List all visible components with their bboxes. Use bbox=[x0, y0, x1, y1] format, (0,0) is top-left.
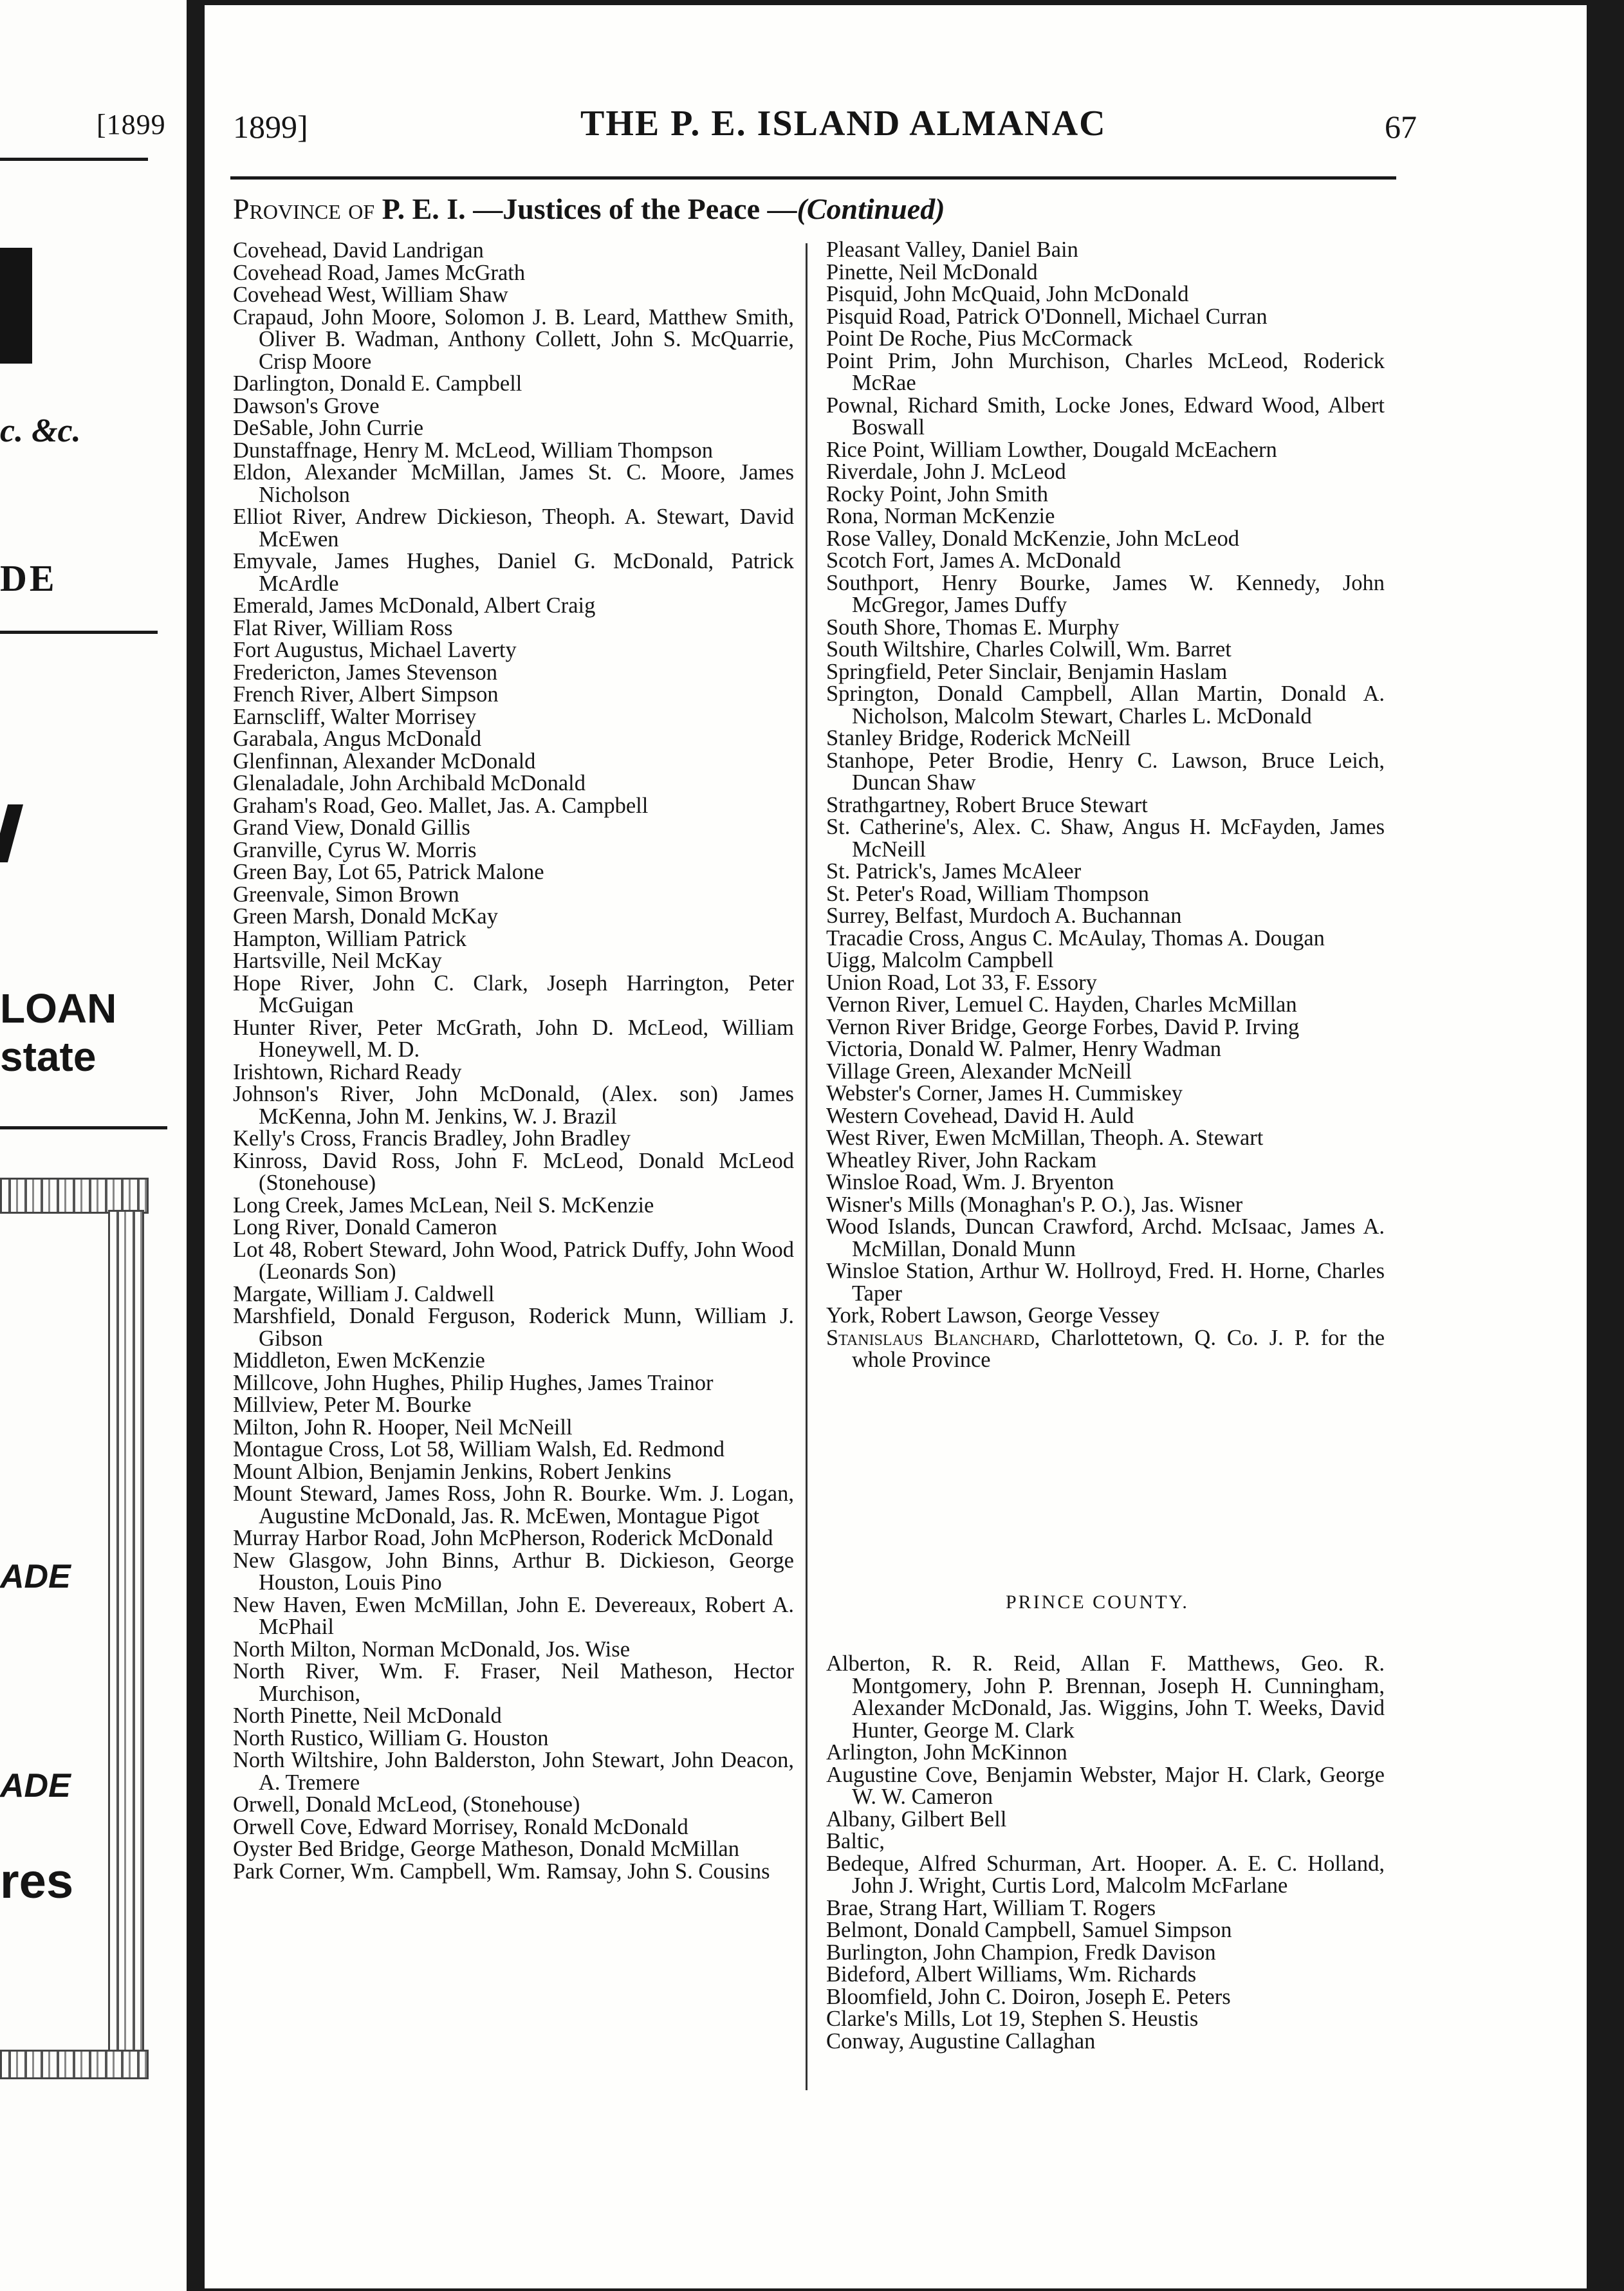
section-title-pei: P. E. I. bbox=[382, 192, 466, 225]
list-item: Orwell Cove, Edward Morrisey, Ronald McDonald bbox=[233, 1814, 688, 1839]
list-item: Graham's Road, Geo. Mallet, Jas. A. Campbell bbox=[233, 793, 649, 818]
list-item: Springton, Donald Campbell, Allan Martin, Donald A. Nicholson, Malcolm Stewart, Charles L. McDonald bbox=[826, 682, 1385, 728]
list-item: Wood Islands, Duncan Crawford, Archd. McIsaac, James A. McMillan, Donald Munn bbox=[826, 1214, 1385, 1261]
running-header bbox=[233, 104, 1417, 153]
list-item: Grand View, Donald Gillis bbox=[233, 815, 470, 840]
list-item: Surrey, Belfast, Murdoch A. Buchannan bbox=[826, 904, 1182, 928]
facing-page-fragment: res bbox=[0, 1854, 74, 1909]
list-item: Rona, Norman McKenzie bbox=[826, 504, 1055, 528]
list-item: Glenaladale, John Archibald McDonald bbox=[233, 771, 586, 795]
list-item: West River, Ewen McMillan, Theoph. A. Stewart bbox=[826, 1126, 1264, 1150]
list-item: Fort Augustus, Michael Laverty bbox=[233, 638, 517, 662]
header-year: 1899] bbox=[233, 109, 308, 145]
list-item: Granville, Cyrus W. Morris bbox=[233, 837, 477, 862]
list-item: DeSable, John Currie bbox=[233, 416, 424, 440]
list-item: Wisner's Mills (Monaghan's P. O.), Jas. Wisner bbox=[826, 1192, 1243, 1217]
list-item: Murray Harbor Road, John McPherson, Roderick McDonald bbox=[233, 1526, 773, 1550]
facing-page-ornament bbox=[0, 804, 23, 862]
list-item: Pinette, Neil McDonald bbox=[826, 259, 1038, 284]
list-item: Baltic, bbox=[826, 1829, 885, 1853]
list-item: Covehead West, William Shaw bbox=[233, 283, 508, 307]
ornamental-border-side bbox=[108, 1210, 144, 2079]
list-item: Marshfield, Donald Ferguson, Roderick Munn, William J. Gibson bbox=[233, 1304, 794, 1351]
list-item: Park Corner, Wm. Campbell, Wm. Ramsay, John S. Cousins bbox=[233, 1859, 770, 1884]
list-item: Emerald, James McDonald, Albert Craig bbox=[233, 593, 596, 618]
list-item: Bloomfield, John C. Doiron, Joseph E. Peters bbox=[826, 1984, 1231, 2009]
list-item: Rice Point, William Lowther, Dougald McEachern bbox=[826, 437, 1277, 462]
list-item: Lot 48, Robert Steward, John Wood, Patrick Duffy, John Wood (Leonards Son) bbox=[233, 1237, 794, 1284]
list-item: Flat River, William Ross bbox=[233, 615, 453, 640]
list-item: Elliot River, Andrew Dickieson, Theoph. A. Stewart, David McEwen bbox=[233, 505, 794, 552]
header-rule bbox=[230, 176, 1396, 180]
list-item: Milton, John R. Hooper, Neil McNeill bbox=[233, 1414, 573, 1440]
list-item: North Rustico, William G. Houston bbox=[233, 1725, 549, 1750]
list-item: Rose Valley, Donald McKenzie, John McLeod bbox=[826, 526, 1239, 551]
list-item: Union Road, Lot 33, F. Essory bbox=[826, 970, 1097, 995]
list-item: New Glasgow, John Binns, Arthur B. Dickieson, George Houston, Louis Pino bbox=[233, 1548, 794, 1595]
facing-page-rule bbox=[0, 1126, 167, 1129]
list-item: Glenfinnan, Alexander McDonald bbox=[233, 748, 536, 774]
list-item: Uigg, Malcolm Campbell bbox=[826, 948, 1054, 972]
list-item: Hampton, William Patrick bbox=[233, 926, 467, 951]
list-item: Rocky Point, John Smith bbox=[826, 481, 1049, 506]
facing-page-fragment: LOAN bbox=[0, 985, 117, 1032]
list-item: Scotch Fort, James A. McDonald bbox=[826, 548, 1121, 573]
list-item: Point De Roche, Pius McCormack bbox=[826, 326, 1133, 351]
list-item: Pisquid, John McQuaid, John McDonald bbox=[826, 282, 1189, 306]
list-item: Tracadie Cross, Angus C. McAulay, Thomas A. Dougan bbox=[826, 925, 1325, 951]
list-item: French River, Albert Simpson bbox=[233, 682, 499, 707]
list-item: Bideford, Albert Williams, Wm. Richards bbox=[826, 1962, 1197, 1987]
facing-page-fragment: state bbox=[0, 1034, 97, 1080]
list-item: Pisquid Road, Patrick O'Donnell, Michael Curran bbox=[826, 304, 1268, 329]
list-item: Western Covehead, David H. Auld bbox=[826, 1103, 1134, 1128]
list-item: Kinross, David Ross, John F. McLeod, Donald McLeod (Stonehouse) bbox=[233, 1148, 794, 1195]
list-item: South Shore, Thomas E. Murphy bbox=[826, 615, 1120, 640]
list-item: Village Green, Alexander McNeill bbox=[826, 1059, 1132, 1084]
list-item: Victoria, Donald W. Palmer, Henry Wadman bbox=[826, 1037, 1221, 1061]
facing-page-fragment: c. &c. bbox=[0, 413, 81, 449]
list-item: Stanley Bridge, Roderick McNeill bbox=[826, 726, 1131, 750]
facing-page-fragment: ADE bbox=[0, 1558, 71, 1595]
list-item: Conway, Augustine Callaghan bbox=[826, 2028, 1096, 2054]
list-item: Dunstaffnage, Henry M. McLeod, William Thompson bbox=[233, 438, 713, 463]
section-title-rest: —Justices of the Peace — bbox=[473, 192, 797, 225]
list-item: Garabala, Angus McDonald bbox=[233, 727, 482, 751]
facing-page-ornament bbox=[0, 248, 32, 364]
list-item: Johnson's River, John McDonald, (Alex. son) James McKenna, John M. Jenkins, W. J. Brazil bbox=[233, 1082, 794, 1129]
ornamental-border-top bbox=[0, 1178, 149, 1214]
facing-page-year: [1899 bbox=[97, 109, 166, 140]
list-item: North Milton, Norman McDonald, Jos. Wise bbox=[233, 1637, 631, 1662]
list-item: Fredericton, James Stevenson bbox=[233, 660, 498, 685]
list-item: Millview, Peter M. Bourke bbox=[233, 1393, 472, 1417]
list-item: Hope River, John C. Clark, Joseph Harrington, Peter McGuigan bbox=[233, 970, 794, 1017]
right-column bbox=[826, 239, 1385, 1371]
list-item: Mount Albion, Benjamin Jenkins, Robert Jenkins bbox=[233, 1459, 672, 1484]
list-item: Orwell, Donald McLeod, (Stonehouse) bbox=[233, 1792, 580, 1817]
list-item: Vernon River, Lemuel C. Hayden, Charles McMillan bbox=[826, 992, 1297, 1017]
list-item: Irishtown, Richard Ready bbox=[233, 1059, 462, 1084]
list-item: Winsloe Station, Arthur W. Hollroyd, Fred. H. Horne, Charles Taper bbox=[826, 1259, 1385, 1306]
header-title: THE P. E. ISLAND ALMANAC bbox=[580, 104, 1107, 144]
list-item: Webster's Corner, James H. Cummiskey bbox=[826, 1081, 1183, 1106]
list-item: Millcove, John Hughes, Philip Hughes, James Trainor bbox=[233, 1370, 714, 1395]
list-item: North Wiltshire, John Balderston, John Stewart, John Deacon, A. Tremere bbox=[233, 1748, 794, 1795]
list-item: Margate, William J. Caldwell bbox=[233, 1281, 495, 1306]
list-item: Emyvale, James Hughes, Daniel G. McDonald, Patrick McArdle bbox=[233, 549, 794, 596]
list-item: St. Patrick's, James McAleer bbox=[826, 859, 1082, 884]
ornamental-border-bottom bbox=[0, 2050, 149, 2079]
list-item: Riverdale, John J. McLeod bbox=[826, 459, 1066, 484]
list-item: New Haven, Ewen McMillan, John E. Devereaux, Robert A. McPhail bbox=[233, 1592, 794, 1639]
list-item: Bedeque, Alfred Schurman, Art. Hooper. A. E. C. Holland, John J. Wright, Curtis Lord, Malcolm McFarlane bbox=[826, 1851, 1385, 1898]
section-title bbox=[233, 192, 945, 226]
list-item: Brae, Strang Hart, William T. Rogers bbox=[826, 1895, 1156, 1920]
list-item: Pleasant Valley, Daniel Bain bbox=[826, 237, 1078, 262]
list-item: Springfield, Peter Sinclair, Benjamin Haslam bbox=[826, 659, 1228, 684]
list-item: Dawson's Grove bbox=[233, 393, 380, 418]
list-item: South Wiltshire, Charles Colwill, Wm. Barret bbox=[826, 637, 1232, 662]
special-entry-text: Charlottetown, Q. Co. J. P. for the whole Province bbox=[852, 1325, 1385, 1372]
facing-page-fragment: ADE bbox=[0, 1767, 71, 1804]
list-item: Green Marsh, Donald McKay bbox=[233, 904, 498, 929]
list-item: Vernon River Bridge, George Forbes, David P. Irving bbox=[826, 1014, 1300, 1039]
list-item: Covehead, David Landrigan bbox=[233, 238, 484, 263]
list-item: North River, Wm. F. Fraser, Neil Matheson, Hector Murchison, bbox=[233, 1659, 794, 1706]
list-item: Mount Steward, James Ross, John R. Bourke. Wm. J. Logan, Augustine McDonald, Jas. R. McEwen, Montague Pigot bbox=[233, 1481, 794, 1528]
list-item: Albany, Gilbert Bell bbox=[826, 1806, 1007, 1832]
list-item: St. Catherine's, Alex. C. Shaw, Angus H. McFayden, James McNeill bbox=[826, 815, 1385, 862]
list-item: Belmont, Donald Campbell, Samuel Simpson bbox=[826, 1918, 1232, 1942]
facing-page-strip bbox=[0, 0, 187, 2291]
facing-page-rule bbox=[0, 631, 158, 634]
column-divider bbox=[806, 243, 807, 2090]
list-item: Augustine Cove, Benjamin Webster, Major H. Clark, George W. W. Cameron bbox=[826, 1762, 1385, 1809]
list-item: Long Creek, James McLean, Neil S. McKenzie bbox=[233, 1192, 654, 1218]
list-item: Darlington, Donald E. Campbell bbox=[233, 371, 522, 396]
facing-page-rule bbox=[0, 158, 148, 161]
list-item: Wheatley River, John Rackam bbox=[826, 1147, 1097, 1173]
list-item: Montague Cross, Lot 58, William Walsh, Ed. Redmond bbox=[233, 1437, 725, 1461]
list-item: Winsloe Road, Wm. J. Bryenton bbox=[826, 1170, 1114, 1194]
list-item: Crapaud, John Moore, Solomon J. B. Leard, Matthew Smith, Oliver B. Wadman, Anthony Collett, John S. McQuarrie, Crisp Moore bbox=[233, 304, 794, 374]
left-column bbox=[233, 239, 794, 1882]
prince-county-list bbox=[826, 1653, 1385, 2052]
list-item: Stanhope, Peter Brodie, Henry C. Lawson, Bruce Leich, Duncan Shaw bbox=[826, 748, 1385, 795]
list-item: Hartsville, Neil McKay bbox=[233, 949, 442, 973]
list-item: North Pinette, Neil McDonald bbox=[233, 1703, 502, 1728]
special-entry bbox=[826, 1327, 1385, 1371]
list-item: Greenvale, Simon Brown bbox=[233, 882, 459, 907]
list-item: Covehead Road, James McGrath bbox=[233, 260, 526, 285]
list-item: Arlington, John McKinnon bbox=[826, 1740, 1067, 1765]
facing-page-fragment: DE bbox=[0, 557, 57, 599]
almanac-page bbox=[205, 5, 1587, 2288]
list-item: Point Prim, John Murchison, Charles McLeod, Roderick McRae bbox=[826, 348, 1385, 395]
list-item: Long River, Donald Cameron bbox=[233, 1215, 497, 1239]
special-entry-name: Stanislaus Blanchard, bbox=[826, 1325, 1040, 1350]
list-item: Oyster Bed Bridge, George Matheson, Donald McMillan bbox=[233, 1837, 739, 1861]
list-item: Pownal, Richard Smith, Locke Jones, Edward Wood, Albert Boswall bbox=[826, 393, 1385, 440]
list-item: Southport, Henry Bourke, James W. Kennedy, John McGregor, James Duffy bbox=[826, 570, 1385, 617]
list-item: Green Bay, Lot 65, Patrick Malone bbox=[233, 860, 544, 884]
list-item: Alberton, R. R. Reid, Allan F. Matthews, Geo. R. Montgomery, John P. Brennan, Joseph H. Cunningham, Alexander McDonald, Jas. Wiggins, John T. Weeks, David Hunter, George M. Clark bbox=[826, 1651, 1385, 1743]
list-item: York, Robert Lawson, George Vessey bbox=[826, 1303, 1160, 1328]
list-item: Burlington, John Champion, Fredk Davison bbox=[826, 1940, 1216, 1965]
list-item: Hunter River, Peter McGrath, John D. McLeod, William Honeywell, M. D. bbox=[233, 1015, 794, 1062]
list-item: Clarke's Mills, Lot 19, Stephen S. Heustis bbox=[826, 2007, 1199, 2031]
section-title-province: Province of bbox=[233, 192, 375, 225]
list-item: Strathgartney, Robert Bruce Stewart bbox=[826, 792, 1148, 817]
list-item: Eldon, Alexander McMillan, James St. C. Moore, James Nicholson bbox=[233, 460, 794, 507]
section-title-continued: (Continued) bbox=[797, 192, 945, 225]
page-number: 67 bbox=[1385, 109, 1417, 145]
list-item: St. Peter's Road, William Thompson bbox=[826, 881, 1149, 906]
list-item: Middleton, Ewen McKenzie bbox=[233, 1348, 485, 1373]
list-item: Kelly's Cross, Francis Bradley, John Bradley bbox=[233, 1126, 631, 1151]
prince-county-heading: PRINCE COUNTY. bbox=[1006, 1591, 1189, 1613]
list-item: Earnscliff, Walter Morrisey bbox=[233, 704, 477, 729]
